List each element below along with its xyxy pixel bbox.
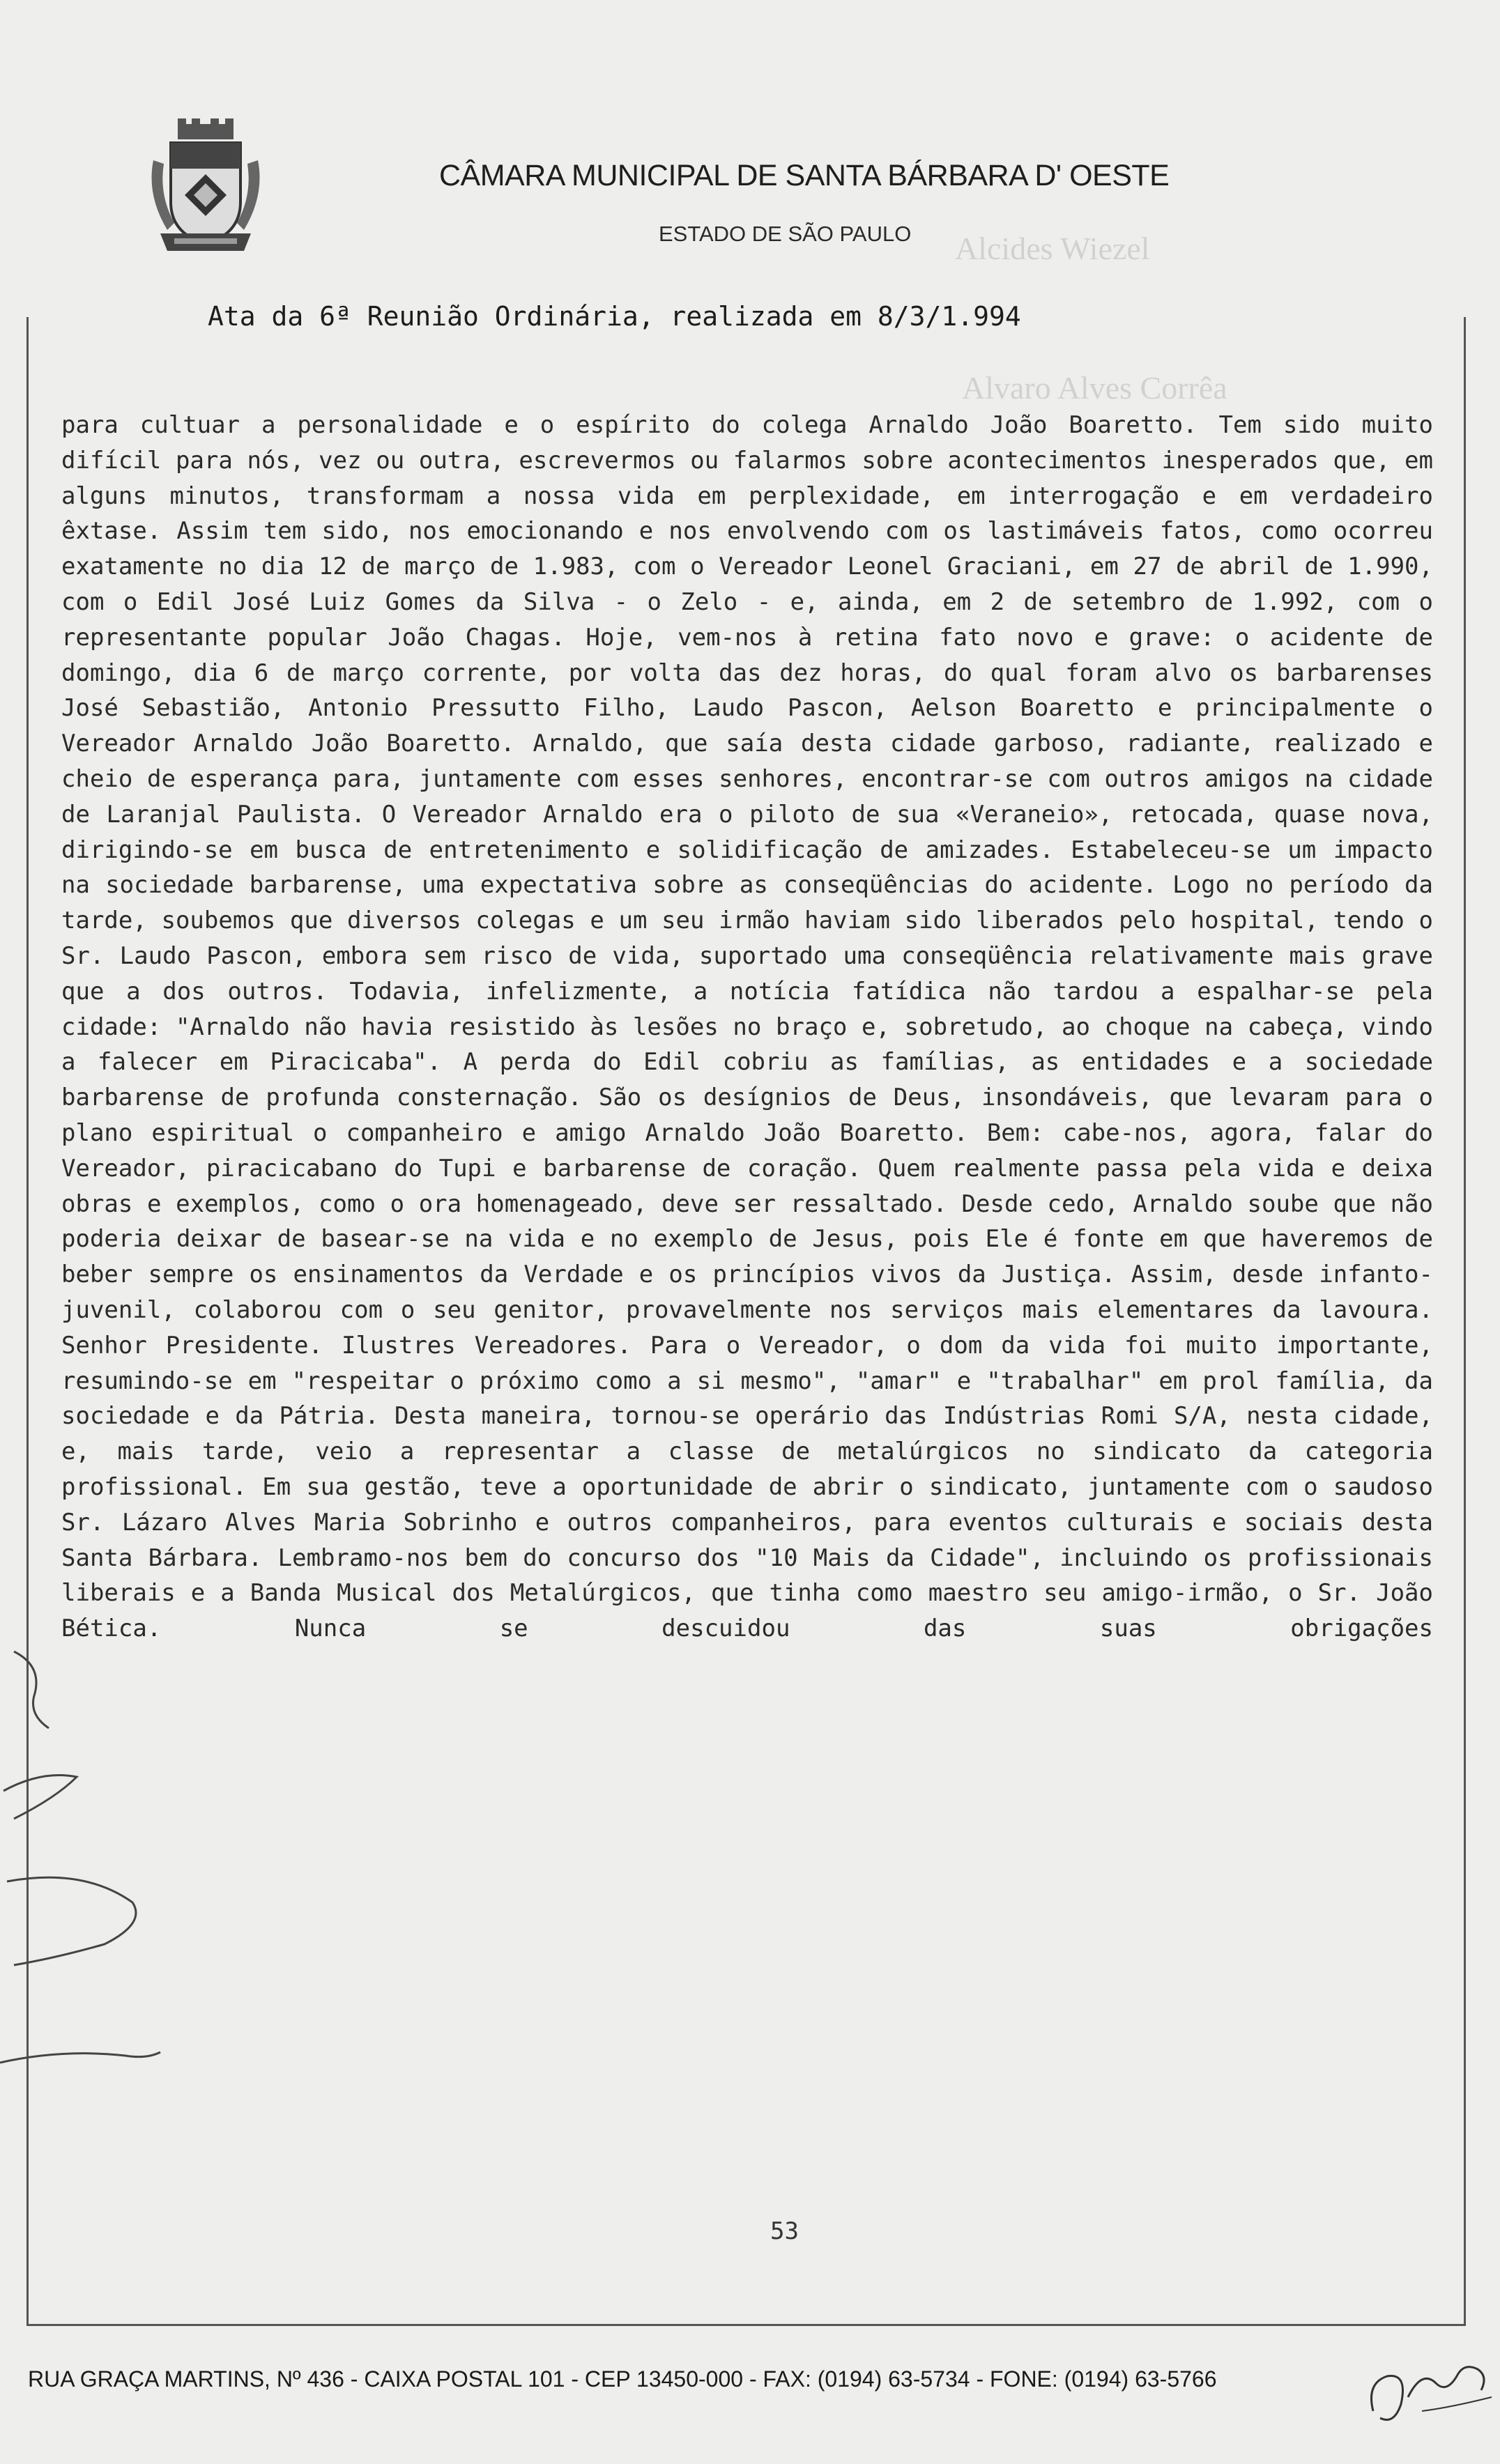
footer-address: RUA GRAÇA MARTINS, Nº 436 - CAIXA POSTAL 101 - CEP 13450-000 - FAX: (0194) 63-5734 - FONE: (0194) 63-5766 [28, 2366, 1217, 2392]
bleed-through-text: Alcides Wiezel [955, 231, 1150, 266]
handwritten-margin-marks-icon [0, 1638, 181, 2125]
document-title: Ata da 6ª Reunião Ordinária, realizada em 8/3/1.994 [208, 301, 1021, 332]
document-body [61, 408, 1433, 1647]
page-number: 53 [770, 2217, 799, 2245]
institution-name: CÂMARA MUNICIPAL DE SANTA BÁRBARA D' OESTE [439, 159, 1170, 192]
frame-bottom-border [26, 2324, 1466, 2326]
municipal-coat-of-arms-icon [146, 118, 265, 258]
body-paragraph: para cultuar a personalidade e o espírito do colega Arnaldo João Boaretto. Tem sido muito difícil para nós, vez ou outra, escrevermos ou falarmos sobre acontecimentos inesperados que, em alguns minutos, transformam a nossa vida em perplexidade, em interrogação e em verdadeiro êxtase. Assim tem sido, nos emocionando e nos envolvendo com os lastimáveis fatos, como ocorreu exatamente no dia 12 de março de 1.983, com o Vereador Leonel Graciani, em 27 de abril de 1.990, com o Edil José Luiz Gomes da Silva - o Zelo - e, ainda, em 2 de setembro de 1.992, com o representante popular João Chagas. Hoje, vem-nos à retina fato novo e grave: o acidente de domingo, dia 6 de março corrente, por volta das dez horas, do qual foram alvo os barbarenses José Sebastião, Antonio Pressutto Filho, Laudo Pascon, Aelson Boaretto e principalmente o Vereador Arnaldo João Boaretto. Arnaldo, que saía desta cidade garboso, radiante, realizado e cheio de esperança para, juntamente com esses senhores, encontrar-se com outros amigos na cidade de Laranjal Paulista. O Vereador Arnaldo era o piloto de sua «Veraneio», retocada, quase nova, dirigindo-se em busca de entretenimento e solidificação de amizades. Estabeleceu-se um impacto na sociedade barbarense, uma expectativa sobre as conseqüências do acidente. Logo no período da tarde, soubemos que diversos colegas e um seu irmão haviam sido liberados pelo hospital, tendo o Sr. Laudo Pascon, embora sem risco de vida, suportado uma conseqüência relativamente mais grave que a dos outros. Todavia, infelizmente, a notícia fatídica não tardou a espalhar-se pela cidade: "Arnaldo não havia resistido às lesões no braço e, sobretudo, ao choque na cabeça, vindo a falecer em Piracicaba". A perda do Edil cobriu as famílias, as entidades e a sociedade barbarense de profunda consternação. São os desígnios de Deus, insondáveis, que levaram para o plano espiritual o companheiro e amigo Arnaldo João Boaretto. Bem: cabe-nos, agora, falar do Vereador, piracicabano do Tupi e barbarense de coração. Quem realmente passa pela vida e deixa obras e exemplos, como o ora homenageado, deve ser ressaltado. Desde cedo, Arnaldo soube que não poderia deixar de basear-se na vida e no exemplo de Jesus, pois Ele é fonte em que haveremos de beber sempre os ensinamentos da Verdade e os princípios vivos da Justiça. Assim, desde infanto-juvenil, colaborou com o seu genitor, provavelmente nos serviços mais elementares da lavoura. Senhor Presidente. Ilustres Vereadores. Para o Vereador, o dom da vida foi muito importante, resumindo-se em "respeitar o próximo como a si mesmo", "amar" e "trabalhar" em prol família, da sociedade e da Pátria. Desta maneira, tornou-se operário das Indústrias Romi S/A, nesta cidade, e, mais tarde, veio a representar a classe de metalúrgicos no sindicato da categoria profissional. Em sua gestão, teve a oportunidade de abrir o sindicato, juntamente com o saudoso Sr. Lázaro Alves Maria Sobrinho e outros companheiros, para eventos culturais e sociais desta Santa Bárbara. Lembramo-nos bem do concurso dos "10 Mais da Cidade", incluindo os profissionais liberais e a Banda Musical dos Metalúrgicos, que tinha como maestro seu amigo-irmão, o Sr. João Bética. Nunca se descuidou das suas obrigações [61, 411, 1433, 1643]
frame-right-border [1464, 317, 1466, 2324]
institution-state: ESTADO DE SÃO PAULO [659, 222, 912, 246]
handwritten-signature-icon [1359, 2348, 1499, 2432]
bleed-through-text: Alvaro Alves Corrêa [962, 370, 1227, 406]
